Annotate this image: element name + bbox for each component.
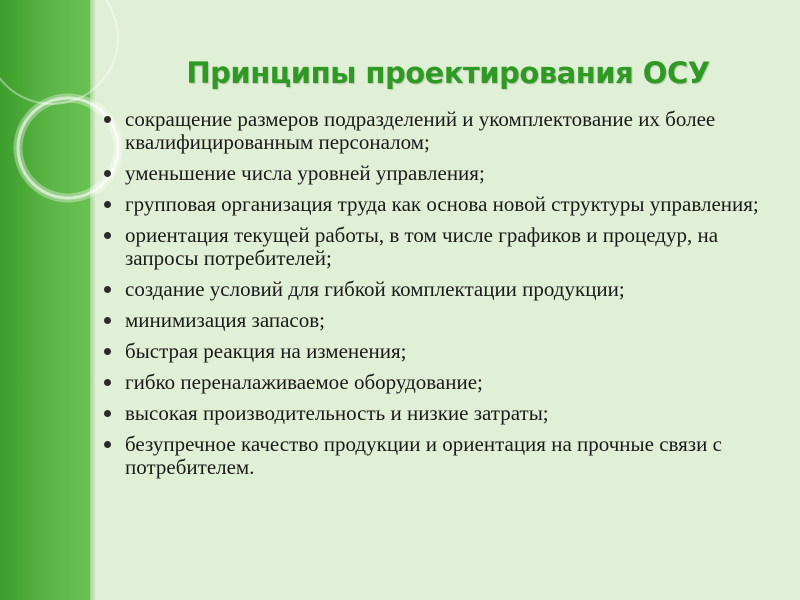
list-item-text: гибко переналаживаемое оборудование; — [125, 370, 483, 394]
bullet-icon — [104, 232, 111, 239]
bullet-icon — [104, 286, 111, 293]
list-item-text: ориентация текущей работы, в том числе графиков и процедур, на запросы потребителей; — [125, 223, 719, 270]
list-item — [100, 340, 780, 363]
list-item-text: уменьшение числа уровней управления; — [125, 161, 485, 185]
bullet-icon — [104, 441, 111, 448]
list-item — [100, 402, 780, 425]
bullet-icon — [104, 170, 111, 177]
list-item-text: безупречное качество продукции и ориентация на прочные связи с потребителем. — [125, 432, 722, 479]
list-item — [100, 433, 780, 479]
list-item — [100, 162, 780, 185]
bullet-icon — [104, 348, 111, 355]
list-item — [100, 309, 780, 332]
list-item-text: сокращение размеров подразделений и укомплектование их более квалифицированным персоналом; — [125, 107, 716, 154]
bullet-icon — [104, 116, 111, 123]
list-item-text: групповая организация труда как основа новой структуры управления; — [125, 192, 759, 216]
bullet-icon — [104, 410, 111, 417]
list-item-text: создание условий для гибкой комплектации продукции; — [125, 277, 625, 301]
list-item-text: минимизация запасов; — [125, 308, 326, 332]
slide-title: Принципы проектирования ОСУ — [186, 56, 710, 90]
list-item-text: быстрая реакция на изменения; — [125, 339, 407, 363]
list-item — [100, 224, 780, 270]
bullet-icon — [104, 379, 111, 386]
bullet-icon — [104, 201, 111, 208]
list-item — [100, 371, 780, 394]
bullet-list — [100, 108, 780, 487]
list-item — [100, 108, 780, 154]
list-item — [100, 278, 780, 301]
bullet-icon — [104, 317, 111, 324]
list-item — [100, 193, 780, 216]
list-item-text: высокая производительность и низкие затраты; — [125, 401, 549, 425]
